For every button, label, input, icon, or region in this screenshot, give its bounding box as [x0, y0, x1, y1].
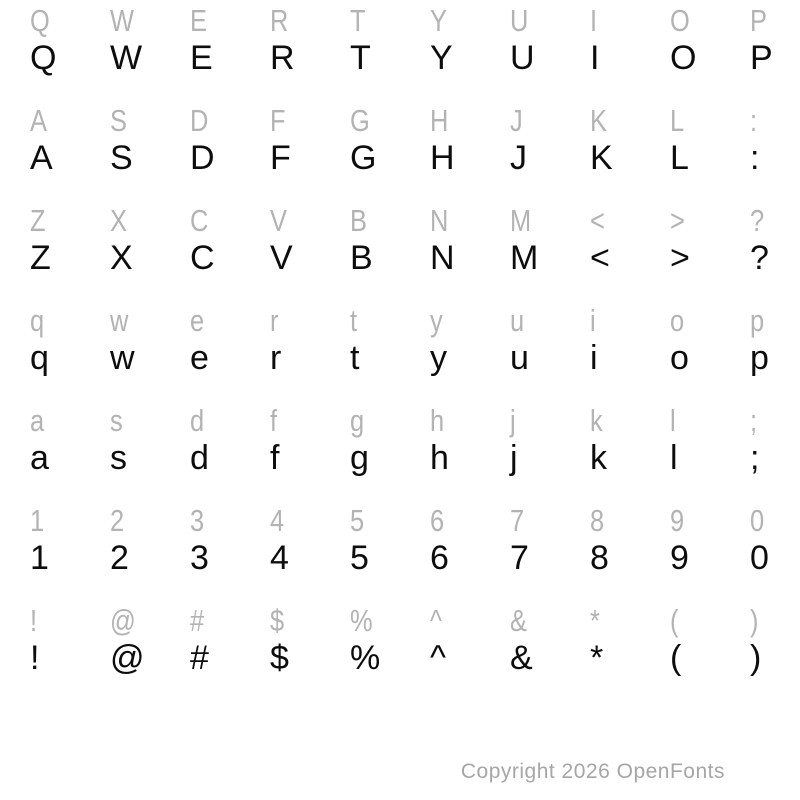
black-char-row	[0, 241, 800, 275]
black-char: i	[590, 339, 598, 377]
char-group	[0, 100, 800, 200]
gray-char: o	[670, 303, 685, 338]
gray-char: Q	[30, 3, 50, 38]
black-char: #	[190, 639, 209, 677]
gray-char: 2	[110, 503, 125, 538]
gray-char: w	[110, 303, 129, 338]
gray-char: 7	[510, 503, 525, 538]
black-char-row	[0, 441, 800, 475]
gray-char: h	[430, 403, 445, 438]
black-char: Z	[30, 239, 51, 277]
gray-char: s	[110, 403, 123, 438]
black-char-row	[0, 141, 800, 175]
gray-char: %	[350, 603, 373, 638]
gray-char-row	[0, 5, 800, 36]
gray-char: d	[190, 403, 205, 438]
gray-char: S	[110, 103, 127, 138]
black-char: P	[750, 39, 773, 77]
gray-char: P	[750, 3, 767, 38]
gray-char: &	[510, 603, 527, 638]
black-char: (	[670, 639, 682, 677]
black-char: >	[670, 239, 690, 277]
gray-char: O	[670, 3, 690, 38]
gray-char: 3	[190, 503, 205, 538]
gray-char-row	[0, 605, 800, 636]
black-char: D	[190, 139, 215, 177]
black-char: u	[510, 339, 529, 377]
gray-char: q	[30, 303, 45, 338]
gray-char: 0	[750, 503, 765, 538]
black-char: 4	[270, 539, 289, 577]
gray-char-row	[0, 305, 800, 336]
black-char: g	[350, 439, 369, 477]
gray-char: R	[270, 3, 289, 38]
black-char-row	[0, 341, 800, 375]
black-char: A	[30, 139, 53, 177]
gray-char: T	[350, 3, 366, 38]
black-char: d	[190, 439, 209, 477]
black-char: t	[350, 339, 360, 377]
gray-char: 8	[590, 503, 605, 538]
black-char: X	[110, 239, 133, 277]
gray-char: N	[430, 203, 449, 238]
black-char-row	[0, 541, 800, 575]
black-char: )	[750, 639, 762, 677]
black-char: f	[270, 439, 280, 477]
gray-char: C	[190, 203, 209, 238]
gray-char: l	[670, 403, 676, 438]
char-group	[0, 200, 800, 300]
gray-char: <	[590, 203, 605, 238]
gray-char-row	[0, 405, 800, 436]
gray-char: i	[590, 303, 596, 338]
black-char: e	[190, 339, 209, 377]
black-char: y	[430, 339, 447, 377]
black-char: F	[270, 139, 291, 177]
black-char: 5	[350, 539, 369, 577]
gray-char: r	[270, 303, 279, 338]
black-char: &	[510, 639, 533, 677]
gray-char: p	[750, 303, 765, 338]
black-char: %	[350, 639, 381, 677]
black-char: s	[110, 439, 127, 477]
char-group	[0, 500, 800, 600]
gray-char: *	[590, 603, 600, 638]
gray-char: F	[270, 103, 286, 138]
char-group	[0, 600, 800, 700]
gray-char-row	[0, 505, 800, 536]
gray-char: Y	[430, 3, 447, 38]
gray-char: !	[30, 603, 38, 638]
black-char: 7	[510, 539, 529, 577]
char-group	[0, 0, 800, 100]
gray-char: 6	[430, 503, 445, 538]
black-char: 3	[190, 539, 209, 577]
gray-char: B	[350, 203, 367, 238]
black-char: Y	[430, 39, 453, 77]
gray-char: ?	[750, 203, 765, 238]
black-char: C	[190, 239, 215, 277]
gray-char: e	[190, 303, 205, 338]
black-char: S	[110, 139, 133, 177]
black-char: N	[430, 239, 455, 277]
black-char: H	[430, 139, 455, 177]
gray-char: G	[350, 103, 370, 138]
gray-char: J	[510, 103, 523, 138]
gray-char: t	[350, 303, 358, 338]
gray-char: ^	[430, 603, 442, 638]
black-char: J	[510, 139, 527, 177]
black-char: <	[590, 239, 610, 277]
black-char: V	[270, 239, 293, 277]
black-char: G	[350, 139, 377, 177]
black-char: ?	[750, 239, 769, 277]
black-char: @	[110, 639, 145, 677]
gray-char: K	[590, 103, 607, 138]
gray-char: U	[510, 3, 529, 38]
black-char: r	[270, 339, 282, 377]
black-char: 2	[110, 539, 129, 577]
black-char: 8	[590, 539, 609, 577]
gray-char: V	[270, 203, 287, 238]
gray-char: j	[510, 403, 516, 438]
gray-char: 9	[670, 503, 685, 538]
black-char: :	[750, 139, 760, 177]
black-char: 6	[430, 539, 449, 577]
gray-char: @	[110, 603, 136, 638]
black-char: p	[750, 339, 769, 377]
black-char: 0	[750, 539, 769, 577]
black-char: 9	[670, 539, 689, 577]
black-char: k	[590, 439, 607, 477]
black-char: 1	[30, 539, 49, 577]
gray-char: ;	[750, 403, 758, 438]
black-char: q	[30, 339, 49, 377]
gray-char: >	[670, 203, 685, 238]
gray-char: Z	[30, 203, 46, 238]
black-char: *	[590, 639, 604, 677]
gray-char: u	[510, 303, 525, 338]
black-char: !	[30, 639, 40, 677]
gray-char: A	[30, 103, 47, 138]
black-char: O	[670, 39, 697, 77]
gray-char: I	[590, 3, 598, 38]
gray-char: a	[30, 403, 45, 438]
gray-char: $	[270, 603, 285, 638]
gray-char: D	[190, 103, 209, 138]
gray-char: E	[190, 3, 207, 38]
gray-char: g	[350, 403, 365, 438]
gray-char: W	[110, 3, 134, 38]
black-char: l	[670, 439, 678, 477]
black-char: Q	[30, 39, 57, 77]
black-char: h	[430, 439, 449, 477]
black-char: E	[190, 39, 213, 77]
black-char: w	[110, 339, 135, 377]
black-char: U	[510, 39, 535, 77]
black-char: ;	[750, 439, 760, 477]
black-char-row	[0, 41, 800, 75]
black-char: ^	[430, 639, 446, 677]
gray-char-row	[0, 205, 800, 236]
black-char: I	[590, 39, 600, 77]
char-group	[0, 300, 800, 400]
gray-char: H	[430, 103, 449, 138]
black-char: L	[670, 139, 689, 177]
black-char: $	[270, 639, 289, 677]
gray-char: k	[590, 403, 603, 438]
char-group	[0, 400, 800, 500]
gray-char: y	[430, 303, 443, 338]
black-char: a	[30, 439, 49, 477]
gray-char: )	[750, 603, 759, 638]
gray-char: (	[670, 603, 679, 638]
gray-char: #	[190, 603, 205, 638]
black-char: o	[670, 339, 689, 377]
black-char: K	[590, 139, 613, 177]
gray-char: 1	[30, 503, 45, 538]
black-char: T	[350, 39, 371, 77]
black-char: j	[510, 439, 518, 477]
gray-char: 5	[350, 503, 365, 538]
black-char: B	[350, 239, 373, 277]
black-char: R	[270, 39, 295, 77]
black-char: M	[510, 239, 539, 277]
gray-char: X	[110, 203, 127, 238]
black-char: W	[110, 39, 143, 77]
gray-char: 4	[270, 503, 285, 538]
copyright-text: Copyright 2026 OpenFonts	[460, 760, 725, 783]
gray-char: :	[750, 103, 758, 138]
gray-char-row	[0, 105, 800, 136]
gray-char: f	[270, 403, 278, 438]
black-char-row	[0, 641, 800, 675]
gray-char: M	[510, 203, 532, 238]
gray-char: L	[670, 103, 685, 138]
